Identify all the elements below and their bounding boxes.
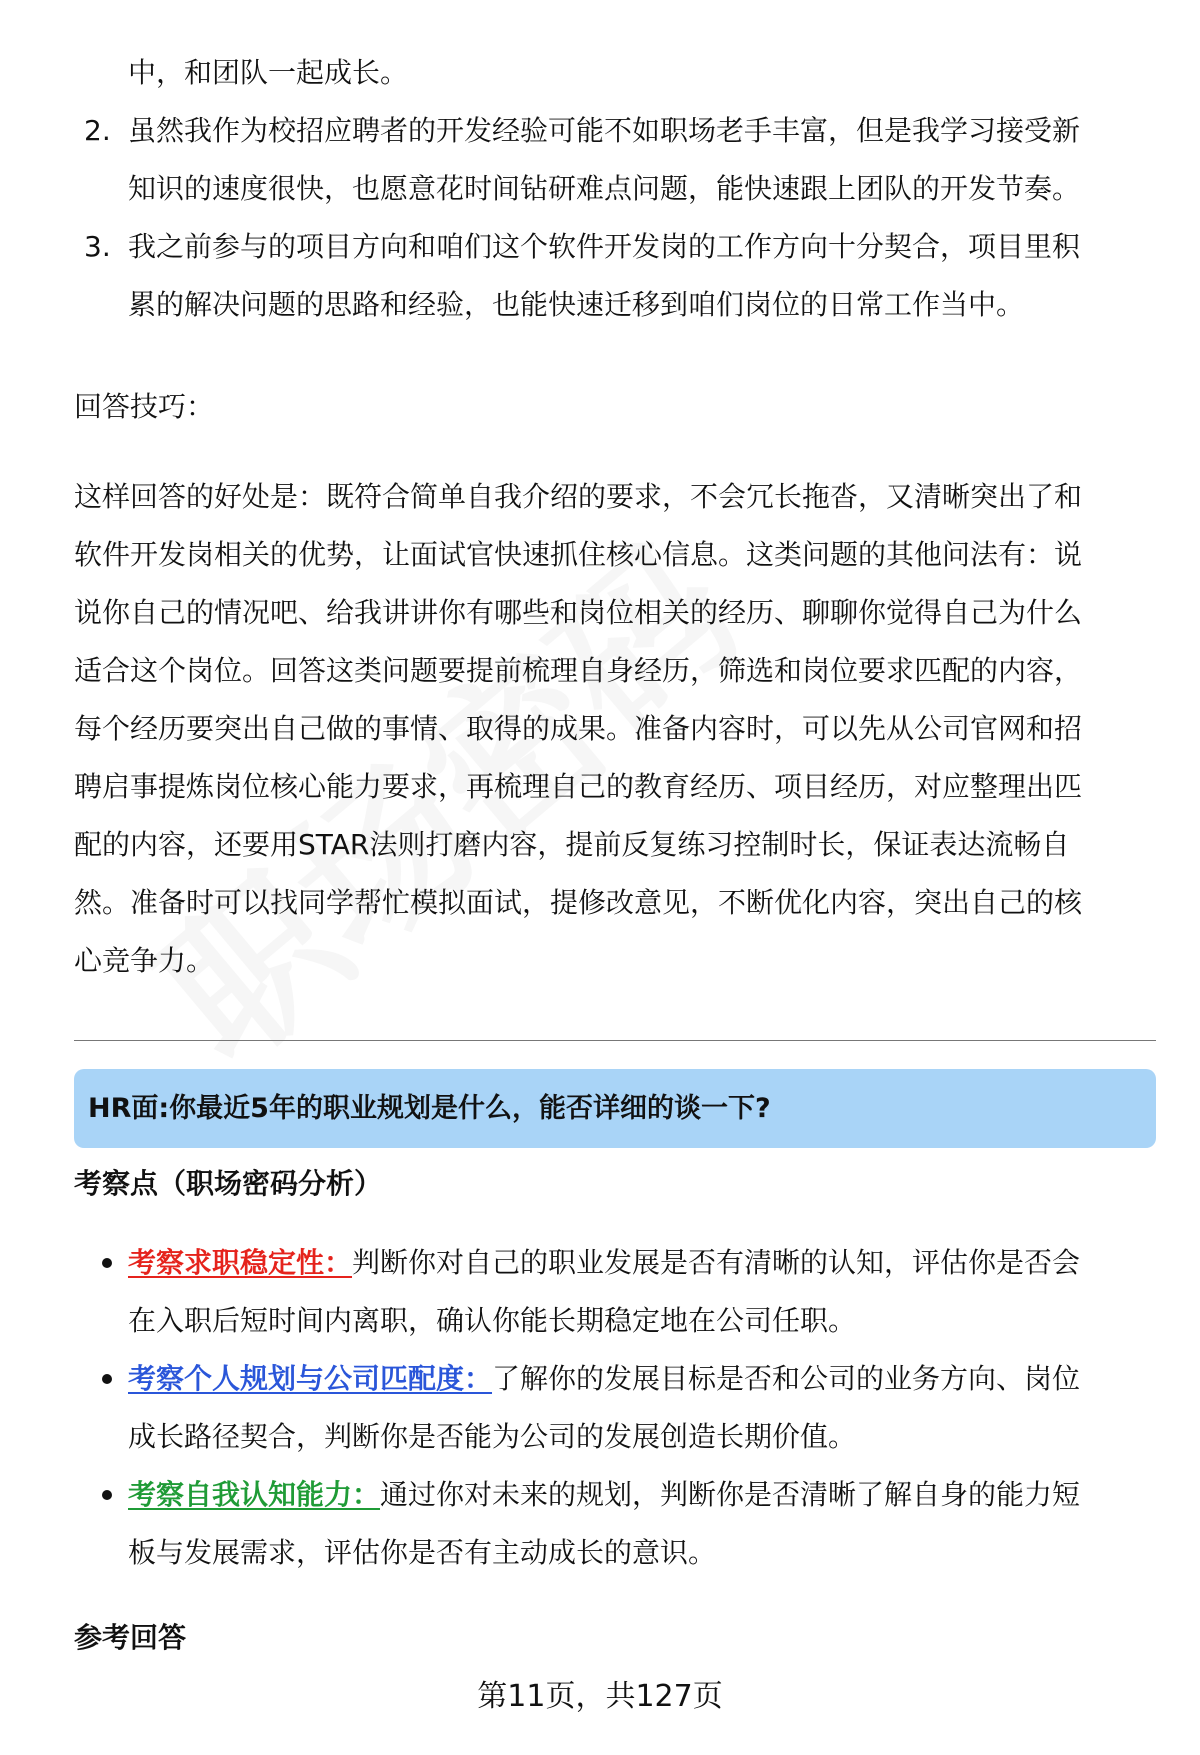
bullet-text: 判断你对自己的职业发展是否有清晰的认知，评估你是否会 (352, 1246, 1081, 1279)
bullet-text: 在入职后短时间内离职，确认你能长期稳定地在公司任职。 (128, 1304, 857, 1337)
bullet-item (74, 1234, 1156, 1350)
bullet-keyword: 考察自我认知能力： (128, 1478, 381, 1511)
bullet-text: 了解你的发展目标是否和公司的业务方向、岗位 (492, 1362, 1081, 1395)
bullet-keyword: 考察求职稳定性： (128, 1246, 353, 1279)
paragraph-line: 聘启事提炼岗位核心能力要求，再梳理自己的教育经历、项目经历，对应整理出匹 (74, 770, 1083, 803)
paragraph-line: 每个经历要突出自己做的事情、取得的成果。准备内容时，可以先从公司官网和招 (74, 712, 1083, 745)
list-item-tail: 中，和团队一起成长。 (128, 56, 409, 89)
list-item-line: 我之前参与的项目方向和咱们这个软件开发岗的工作方向十分契合，项目里积 (128, 230, 1081, 263)
bullet-dot (102, 1374, 112, 1384)
bullet-item (74, 1466, 1156, 1582)
bullet-dot (102, 1258, 112, 1268)
bullet-dot (102, 1490, 112, 1500)
list-item-line: 虽然我作为校招应聘者的开发经验可能不如职场老手丰富，但是我学习接受新 (128, 114, 1081, 147)
list-item-number: 3. (84, 230, 111, 263)
paragraph-line: 说你自己的情况吧、给我讲讲你有哪些和岗位相关的经历、聊聊你觉得自己为什么 (74, 596, 1083, 629)
analysis-bullets (74, 1234, 1156, 1582)
tips-label: 回答技巧： (74, 390, 215, 423)
bullet-text: 板与发展需求，评估你是否有主动成长的意识。 (128, 1536, 717, 1569)
list-item-number: 2. (84, 114, 111, 147)
paragraph-line: 心竞争力。 (74, 944, 215, 977)
bullet-keyword: 考察个人规划与公司匹配度： (128, 1362, 493, 1395)
bullet-text: 成长路径契合，判断你是否能为公司的发展创造长期价值。 (128, 1420, 857, 1453)
list-item-line: 累的解决问题的思路和经验，也能快速迁移到咱们岗位的日常工作当中。 (128, 288, 1025, 321)
question-callout: HR面:你最近5年的职业规划是什么，能否详细的谈一下? (74, 1069, 1156, 1148)
tips-paragraph (74, 468, 1156, 990)
reference-title: 参考回答 (74, 1621, 187, 1654)
bullet-item (74, 1350, 1156, 1466)
list-item-line: 知识的速度很快，也愿意花时间钻研难点问题，能快速跟上团队的开发节奏。 (128, 172, 1081, 205)
list-item (74, 102, 1156, 218)
bullet-text: 通过你对未来的规划，判断你是否清晰了解自身的能力短 (380, 1478, 1081, 1511)
paragraph-line: 软件开发岗相关的优势，让面试官快速抓住核心信息。这类问题的其他问法有：说 (74, 538, 1083, 571)
paragraph-line: 适合这个岗位。回答这类问题要提前梳理自身经历，筛选和岗位要求匹配的内容， (74, 654, 1083, 687)
answer-list (74, 44, 1156, 334)
paragraph-line: 配的内容，还要用STAR法则打磨内容，提前反复练习控制时长，保证表达流畅自 (74, 828, 1070, 861)
paragraph-line: 这样回答的好处是：既符合简单自我介绍的要求，不会冗长拖沓，又清晰突出了和 (74, 480, 1083, 513)
list-item (74, 218, 1156, 334)
page-number: 第11页，共127页 (477, 1679, 723, 1714)
section-divider (74, 1040, 1156, 1041)
paragraph-line: 然。准备时可以找同学帮忙模拟面试，提修改意见，不断优化内容，突出自己的核 (74, 886, 1083, 919)
analysis-title: 考察点（职场密码分析） (74, 1167, 383, 1200)
